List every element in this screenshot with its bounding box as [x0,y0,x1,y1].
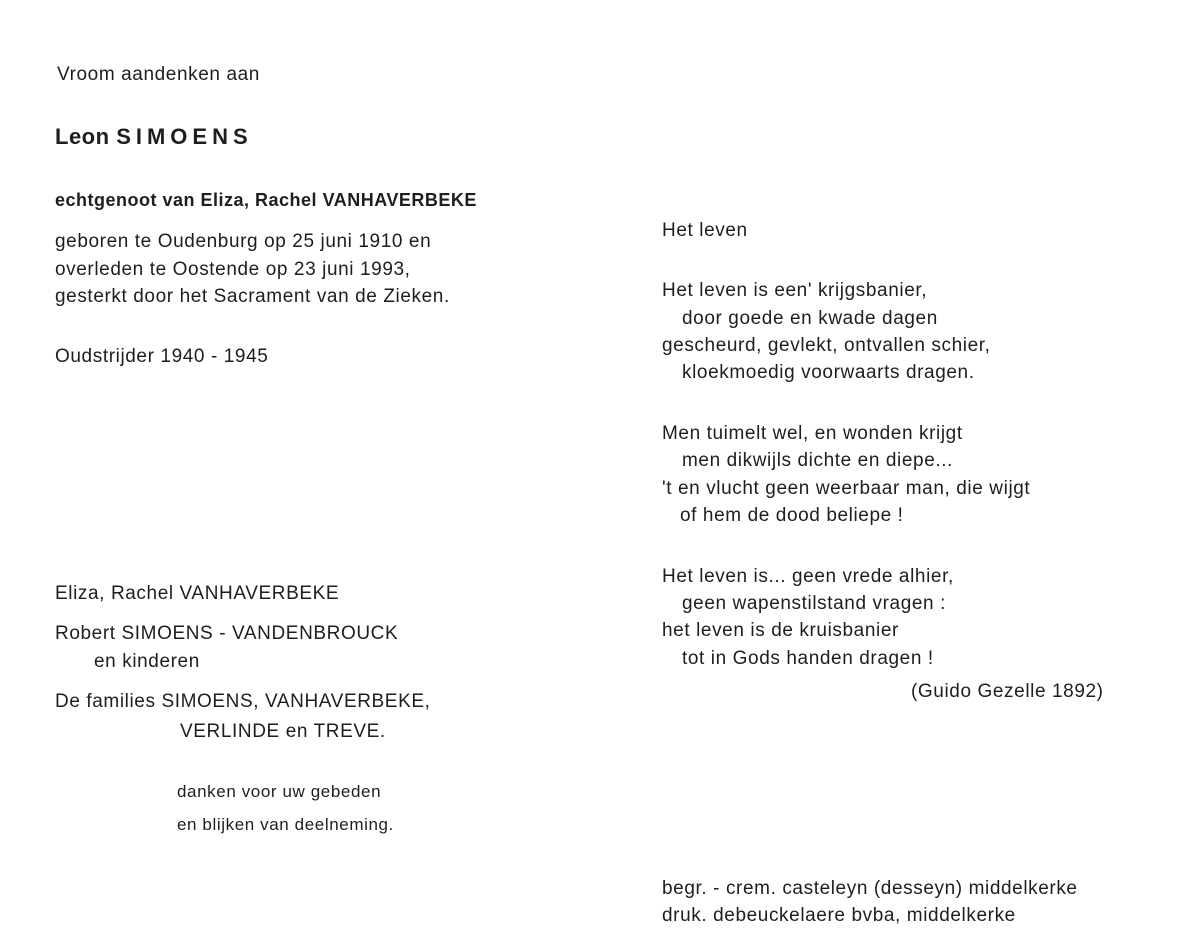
poem-line: Men tuimelt wel, en wonden krijgt [662,423,963,444]
spouse-line: echtgenoot van Eliza, Rachel VANHAVERBEKE [55,190,477,210]
poem-title: Het leven [662,220,748,241]
footer-line-1: begr. - crem. casteleyn (desseyn) middelkerke [662,878,1078,899]
bio-line-3: gesterkt door het Sacrament van de Zieken. [55,286,450,307]
poem-line: door goede en kwade dagen [682,308,938,329]
intro-text: Vroom aandenken aan [57,64,260,85]
poem-line: men dikwijls dichte en diepe... [682,450,954,471]
deceased-name [55,126,253,148]
poem-line: het leven is de kruisbanier [662,620,899,641]
bio-line-2: overleden te Oostende op 23 juni 1993, [55,259,411,280]
family-line-1: Eliza, Rachel VANHAVERBEKE [55,583,340,604]
poem-line: 't en vlucht geen weerbaar man, die wijgt [662,478,1031,499]
poem-line: tot in Gods handen dragen ! [682,648,934,669]
poem-attribution: (Guido Gezelle 1892) [911,681,1104,702]
deceased-last-name: SIMOENS [116,124,253,149]
poem-line: Het leven is... geen vrede alhier, [662,566,954,587]
veteran-line: Oudstrijder 1940 - 1945 [55,346,269,367]
family-line-2: Robert SIMOENS - VANDENBROUCK [55,623,399,644]
thanks-line-1: danken voor uw gebeden [177,782,382,801]
thanks-line-2: en blijken van deelneming. [177,815,394,834]
poem-line: geen wapenstilstand vragen : [682,593,946,614]
poem-line: kloekmoedig voorwaarts dragen. [682,362,975,383]
deceased-first-name: Leon [55,124,110,149]
bio-line-1: geboren te Oudenburg op 25 juni 1910 en [55,231,432,252]
family-line-3: en kinderen [94,651,200,672]
poem-line: of hem de dood beliepe ! [680,505,904,526]
family-line-4: De families SIMOENS, VANHAVERBEKE, [55,691,431,712]
poem-line: gescheurd, gevlekt, ontvallen schier, [662,335,991,356]
footer-line-2: druk. debeuckelaere bvba, middelkerke [662,905,1016,926]
poem-line: Het leven is een' krijgsbanier, [662,280,928,301]
family-line-5: VERLINDE en TREVE. [180,721,386,742]
